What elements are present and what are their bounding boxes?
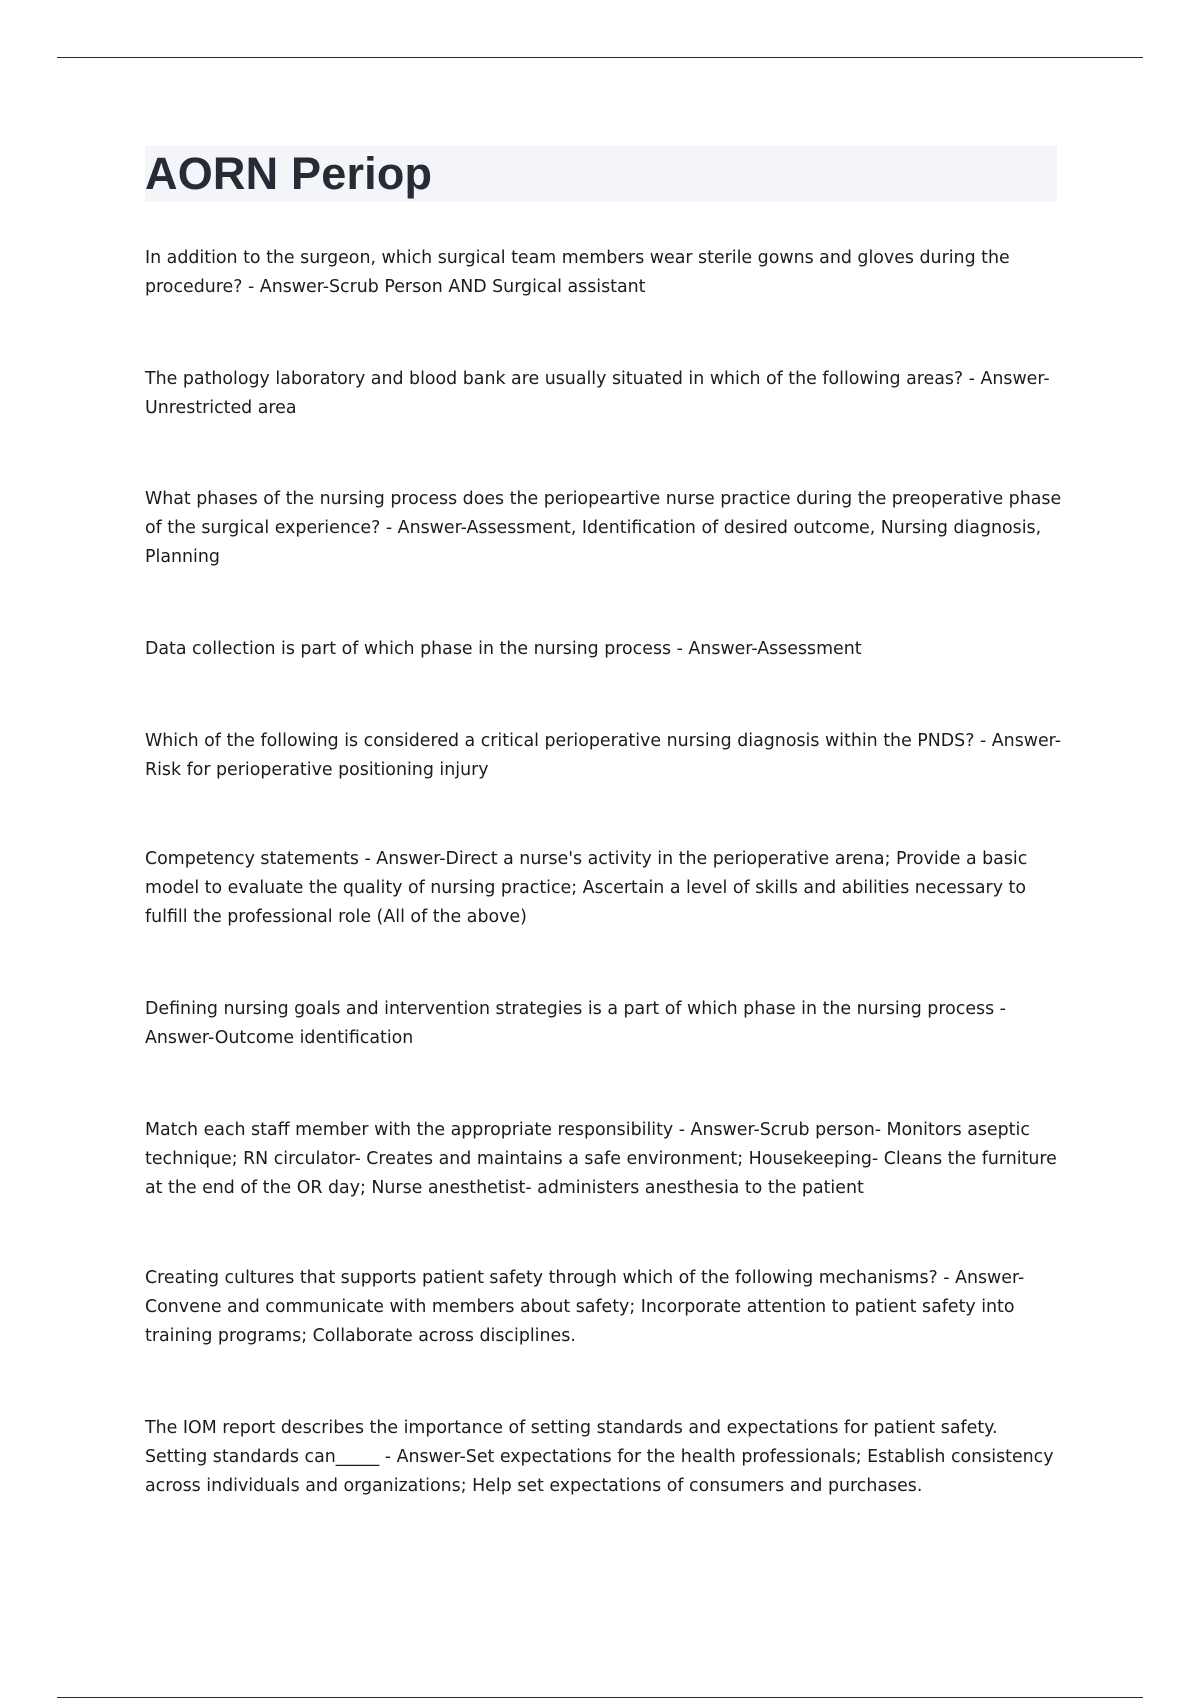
qa-item: Match each staff member with the appropriate responsibility - Answer-Scrub person- Monitors aseptic technique; RN circulator- Creates and maintains a safe environment; Housekeeping- Cleans the furniture at the end of the OR day; Nurse anesthetist- administers anesthesia to the patient: [145, 1120, 1057, 1198]
top-rule: [57, 57, 1143, 58]
qa-item: The IOM report describes the importance of setting standards and expectations for patient safety. Setting standards can_____ - Answer-Set expectations for the health professionals; Establish consistency across individuals and organizations; Help set expectations of consumers and purchases.: [145, 1418, 1054, 1496]
qa-item: What phases of the nursing process does the periopeartive nurse practice during the preoperative phase of the surgical experience? - Answer-Assessment, Identification of desired outcome, Nursing diagnosis, Planning: [145, 489, 1062, 567]
qa-item: Creating cultures that supports patient safety through which of the following mechanisms? - Answer-Convene and communicate with members about safety; Incorporate attention to patient safety into training programs; Collaborate across disciplines.: [145, 1268, 1025, 1346]
qa-item: Data collection is part of which phase in the nursing process - Answer-Assessment: [145, 639, 862, 659]
qa-item: Which of the following is considered a critical perioperative nursing diagnosis within the PNDS? - Answer-Risk for perioperative positioning injury: [145, 731, 1061, 780]
qa-item: In addition to the surgeon, which surgical team members wear sterile gowns and gloves during the procedure? - Answer-Scrub Person AND Surgical assistant: [145, 248, 1010, 297]
qa-item: Competency statements - Answer-Direct a nurse's activity in the perioperative arena; Provide a basic model to evaluate the quality of nursing practice; Ascertain a level of skills and abilities necessary to fulfill the professional role (All of the above): [145, 849, 1028, 927]
document-title: AORN Periop: [145, 148, 433, 199]
bottom-rule: [57, 1697, 1143, 1698]
qa-item: Defining nursing goals and intervention strategies is a part of which phase in the nursing process - Answer-Outcome identification: [145, 999, 1006, 1048]
qa-item: The pathology laboratory and blood bank are usually situated in which of the following areas? - Answer-Unrestricted area: [145, 369, 1050, 418]
